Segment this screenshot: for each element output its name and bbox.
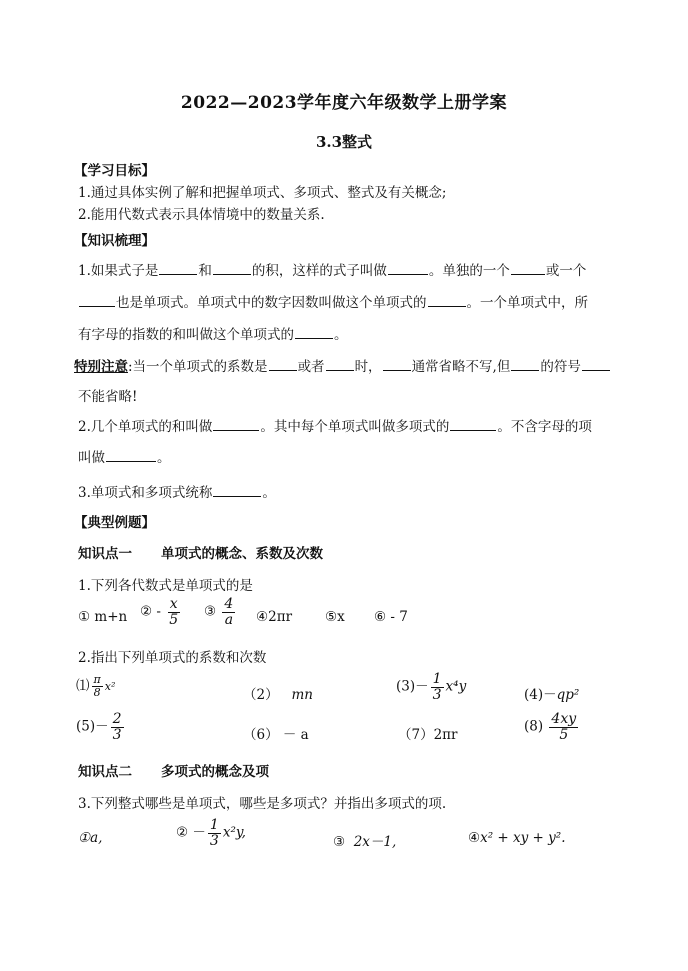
- fill-blank[interactable]: [511, 369, 539, 371]
- examples-heading: 【典型例题】: [74, 515, 155, 531]
- q2-item-5: (5)－ $\frac{2}{3}$: [76, 711, 122, 743]
- knowledge-paragraph-2-line-2: 叫做 。: [78, 450, 171, 466]
- knowledge-paragraph-1-line-3: 有字母的指数的和叫做这个单项式的 。: [78, 327, 348, 343]
- fill-blank[interactable]: [511, 273, 545, 275]
- fill-blank[interactable]: [383, 369, 411, 371]
- knowledge-point-2-title: 多项式的概念及项: [161, 764, 269, 780]
- q2-item-7: （7）2πr: [398, 727, 458, 743]
- q1-option-5: ⑤x: [325, 609, 345, 625]
- q2-item-3: (3)－ $\frac{1}{3}$ x⁴y: [396, 671, 467, 703]
- section-title: 3.3整式: [315, 133, 373, 151]
- fill-blank[interactable]: [428, 305, 466, 307]
- q3-option-2: ② － $\frac{1}{3}$ x²y,: [176, 817, 246, 849]
- fill-blank[interactable]: [295, 337, 333, 339]
- fill-blank[interactable]: [326, 369, 354, 371]
- question-2: 2.指出下列单项式的系数和次数: [78, 650, 267, 666]
- fill-blank[interactable]: [106, 460, 156, 462]
- q1-option-3: ③ $\frac{4}{a}$: [204, 596, 234, 628]
- q2-item-4: (4)－qp²: [524, 687, 580, 703]
- knowledge-point-2-label: 知识点二: [78, 764, 132, 780]
- q1-option-6: ⑥ - 7: [374, 609, 408, 625]
- goals-heading: 【学习目标】: [74, 163, 155, 179]
- fill-blank[interactable]: [269, 369, 297, 371]
- knowledge-paragraph-3: 3.单项式和多项式统称 。: [78, 485, 276, 501]
- q2-item-8: (8) $\frac{4xy}{5}$: [524, 711, 577, 743]
- special-note-label: 特别注意: [74, 359, 128, 375]
- q2-item-1: ⑴ $\frac{\pi}{8}$ x²: [76, 673, 116, 699]
- fill-blank[interactable]: [79, 305, 115, 307]
- page-title: 2022—2023学年度六年级数学上册学案: [180, 93, 508, 113]
- fill-blank[interactable]: [213, 429, 259, 431]
- q2-item-2: （2） mn: [243, 687, 313, 703]
- fill-blank[interactable]: [582, 369, 610, 371]
- fill-blank[interactable]: [159, 273, 197, 275]
- q3-option-4: ④x² + xy + y².: [468, 830, 566, 846]
- q3-option-1: ①a,: [78, 830, 103, 846]
- special-note-line-1: 特别注意:当一个单项式的系数是 或者 时， 通常省略不写,但 的符号: [74, 355, 611, 375]
- goal-item: 2.能用代数式表示具体情境中的数量关系.: [78, 207, 325, 223]
- question-1: 1.下列各代数式是单项式的是: [78, 578, 253, 594]
- goal-item: 1.通过具体实例了解和把握单项式、多项式、整式及有关概念;: [78, 185, 447, 201]
- knowledge-point-1-title: 单项式的概念、系数及次数: [161, 546, 323, 562]
- fill-blank[interactable]: [213, 273, 251, 275]
- q3-option-3: ③ 2x－1,: [333, 834, 397, 850]
- fill-blank[interactable]: [450, 429, 496, 431]
- q2-item-6: （6） － a: [243, 727, 309, 743]
- fill-blank[interactable]: [213, 495, 261, 497]
- knowledge-point-1-label: 知识点一: [78, 546, 132, 562]
- q1-option-1: ① m+n: [78, 609, 128, 625]
- knowledge-heading: 【知识梳理】: [74, 233, 155, 249]
- fill-blank[interactable]: [388, 273, 428, 275]
- q1-option-2: ② - $\frac{x}{5}$: [140, 596, 179, 628]
- question-3: 3.下列整式哪些是单项式，哪些是多项式？并指出多项式的项.: [78, 796, 447, 812]
- knowledge-paragraph-1-line-1: 1.如果式子是 和 的积，这样的式子叫做 。单独的一个 或一个: [78, 263, 587, 279]
- special-note-line-2: 不能省略!: [78, 389, 138, 405]
- knowledge-paragraph-2-line-1: 2.几个单项式的和叫做 。其中每个单项式叫做多项式的 。不含字母的项: [78, 419, 592, 435]
- q1-option-4: ④2πr: [256, 609, 293, 625]
- knowledge-paragraph-1-line-2: 也是单项式。单项式中的数字因数叫做这个单项式的 。一个单项式中，所: [78, 291, 588, 311]
